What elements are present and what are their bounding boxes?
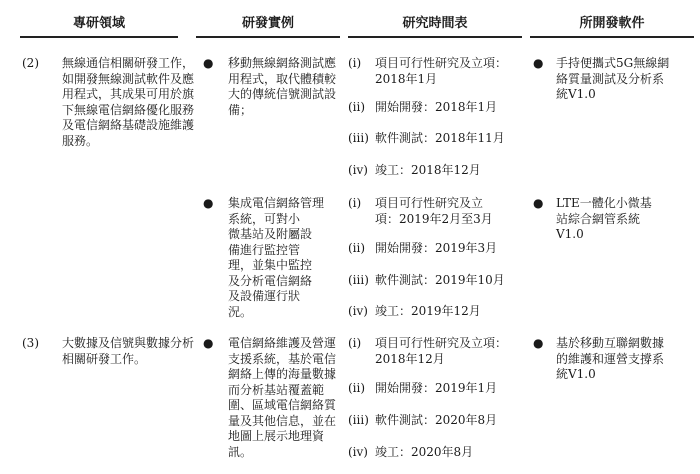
- timeline-item: [348, 196, 528, 228]
- timeline-text: 開始開發：2019年1月: [375, 381, 498, 395]
- timeline-item: [348, 100, 528, 116]
- software-name: 手持便攜式5G無線網 絡質量測試及分析系 統V1.0: [556, 56, 670, 101]
- timeline-item: [348, 445, 528, 461]
- timeline-item: [348, 413, 528, 429]
- timeline-item: [348, 273, 528, 289]
- rd-example-text: 集成電信網絡管理 系統，可對小 微基站及附屬設 備進行監控管 理，並集中監控 及分析電信網絡 及設備運行狀 況。: [228, 196, 325, 319]
- bullet-icon: ●: [203, 196, 214, 210]
- timeline-marker: (iv): [348, 304, 368, 318]
- timeline-marker: (ii): [348, 381, 366, 395]
- timeline-item: [348, 336, 528, 368]
- timeline-item: [348, 56, 528, 88]
- timeline-marker: (i): [348, 56, 362, 70]
- timeline-marker: (ii): [348, 241, 366, 255]
- timeline-item: [348, 381, 528, 397]
- timeline-text: 軟件測試：2020年8月: [375, 413, 498, 427]
- timeline-marker: (iii): [348, 273, 369, 287]
- bullet-icon: ●: [533, 56, 544, 70]
- timeline-text: 竣工：2019年12月: [375, 304, 481, 318]
- header-research-timeline: 研究時間表: [348, 14, 522, 38]
- research-area-text: 無線通信相關研發工作， 如開發無線測試軟件及應 用程式，其成果可用於旗 下無線電信網絡優化服務 及電信網絡基礎設施維護 服務。: [62, 56, 195, 148]
- timeline-item: [348, 131, 528, 147]
- rd-example-text: 移動無線網絡測試應 用程式，取代體積較 大的傳統信號測試設 備；: [228, 56, 337, 117]
- header-research-area: 專研領域: [20, 14, 178, 38]
- timeline-marker: (iii): [348, 413, 369, 427]
- bullet-icon: ●: [203, 336, 214, 350]
- header-rd-examples: 研發實例: [196, 14, 340, 38]
- timeline-text: 開始開發：2018年1月: [375, 100, 498, 114]
- timeline-text: 項目可行性研究及立項： 2018年12月: [375, 336, 508, 366]
- timeline-marker: (iii): [348, 131, 369, 145]
- timeline-text: 項目可行性研究及立項： 2018年1月: [375, 56, 508, 86]
- timeline-text: 竣工：2020年8月: [375, 445, 474, 459]
- rd-example-text: 電信網絡維護及營運 支援系統，基於電信 網絡上傳的海量數據 而分析基站覆蓋範 圍、區域電信網絡質 量及其他信息，並在 地圖上展示地理資 訊。: [228, 336, 337, 459]
- bullet-icon: ●: [533, 196, 544, 210]
- timeline-marker: (ii): [348, 100, 366, 114]
- timeline-marker: (iv): [348, 163, 368, 177]
- timeline-text: 開始開發：2019年3月: [375, 241, 498, 255]
- timeline-item: [348, 304, 528, 320]
- timeline-item: [348, 163, 528, 179]
- timeline-text: 竣工：2018年12月: [375, 163, 481, 177]
- timeline-text: 項目可行性研究及立 項：2019年2月至3月: [375, 196, 493, 226]
- row-number: (3): [22, 336, 39, 350]
- research-area-text: 大數據及信號與數據分析 相關研發工作。: [62, 336, 195, 366]
- software-name: LTE一體化小微基 站綜合網管系統 V1.0: [556, 196, 652, 241]
- timeline-marker: (iv): [348, 445, 368, 459]
- header-developed-software: 所開發軟件: [530, 14, 694, 38]
- timeline-text: 軟件測試：2018年11月: [375, 131, 505, 145]
- timeline-marker: (i): [348, 336, 362, 350]
- bullet-icon: ●: [203, 56, 214, 70]
- bullet-icon: ●: [533, 336, 544, 350]
- timeline-item: [348, 241, 528, 257]
- timeline-marker: (i): [348, 196, 362, 210]
- row-number: (2): [22, 56, 39, 70]
- timeline-text: 軟件測試：2019年10月: [375, 273, 505, 287]
- software-name: 基於移動互聯網數據 的維護和運營支撐系 統V1.0: [556, 336, 665, 381]
